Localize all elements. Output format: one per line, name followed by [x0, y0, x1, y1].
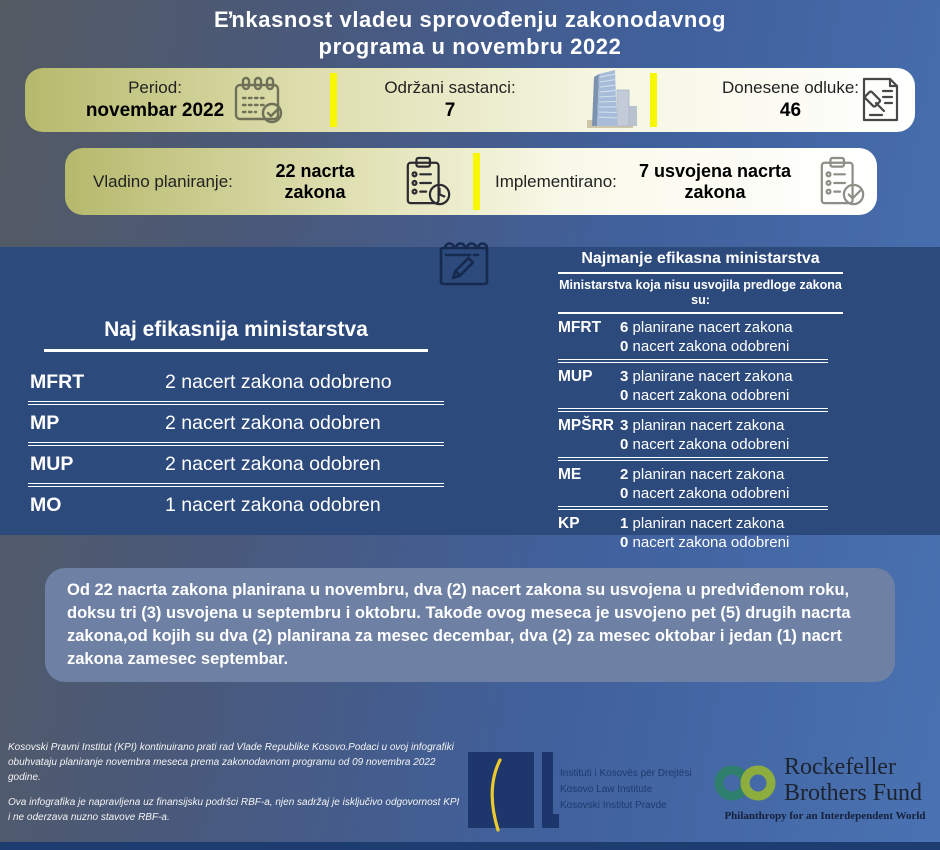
rbf-name-line2: Brothers Fund — [784, 780, 922, 806]
meetings-value: 7 — [444, 100, 456, 121]
title-line1: Eŉkasnost vladeu sprovođenju zakonodavnog — [213, 7, 727, 32]
least-efficient-section — [558, 250, 843, 555]
least-efficient-subtitle: Ministarstva koja nisu usvojila predloge zakona su: — [558, 274, 843, 314]
plan-row — [65, 148, 877, 215]
rbf-tagline: Philanthropy for an Interdependent World — [724, 810, 926, 822]
most-efficient-section — [28, 318, 444, 524]
yellow-divider — [330, 73, 337, 127]
table-row — [28, 364, 444, 405]
calendar-pencil-icon — [436, 236, 492, 290]
ministry-abbr: ME — [558, 466, 582, 483]
kpi-name-albanian: Instituti i Kosovës për Drejtësi — [560, 768, 692, 779]
table-row — [28, 405, 444, 446]
kpi-name-serbian: Kosovski Institut Pravde — [560, 800, 667, 811]
ministry-abbr: MO — [30, 494, 62, 516]
ministry-abbr: MPŠRR — [558, 417, 614, 434]
planning-label: Vladino planiranje: — [93, 171, 233, 191]
table-row — [558, 412, 828, 461]
ministry-abbr: MUP — [558, 368, 593, 385]
summary-box — [45, 568, 895, 682]
kpi-logo — [468, 752, 560, 832]
least-efficient-title: Najmanje efikasna ministarstva — [558, 250, 843, 274]
table-row — [558, 461, 828, 510]
ministries-panel — [0, 247, 940, 551]
clipboard-clock-icon — [403, 156, 453, 208]
ministry-stats: 1 planiran nacert zakona 0 nacert zakona odobreni — [620, 515, 790, 551]
ministry-abbr: KP — [558, 515, 580, 532]
ministry-stats: 3 planiran nacert zakona 0 nacert zakona odobreni — [620, 417, 790, 453]
table-row — [28, 487, 444, 524]
table-row — [558, 314, 828, 363]
period-stat — [55, 78, 255, 122]
yellow-divider — [473, 153, 480, 210]
ministry-abbr: MUP — [30, 453, 74, 475]
ministry-result: 2 nacert zakona odobren — [165, 412, 381, 434]
most-efficient-title: Naj efikasnija ministarstva — [44, 318, 428, 352]
ministry-stats: 6 planirane nacert zakona 0 nacert zakona odobreni — [620, 319, 793, 355]
calendar-check-icon — [230, 74, 286, 126]
ministry-result: 1 nacert zakona odobren — [165, 494, 381, 516]
table-row — [28, 446, 444, 487]
period-value: novembar 2022 — [85, 100, 225, 121]
ministry-abbr: MP — [30, 412, 60, 434]
kpi-name-english: Kosovo Law Institute — [560, 784, 653, 795]
implemented-label: Implementirano: — [495, 171, 617, 191]
rbf-infinity-icon — [713, 763, 779, 803]
disclaimer-text-2: Ova infografika je napravljena uz finansijsku podršci RBF-a, njen sadržaj je isključivo odgovornost KPI i ne oderzava nuzno stavove RBF-a. — [8, 797, 460, 823]
government-building-image — [573, 68, 647, 132]
ministry-result: 2 nacert zakona odobren — [165, 453, 381, 475]
ministry-stats: 2 planiran nacert zakona 0 nacert zakona odobreni — [620, 466, 790, 502]
decisions-label: Donesene odluke: — [721, 78, 860, 97]
yellow-divider — [650, 73, 657, 127]
ministry-abbr: MFRT — [558, 319, 602, 336]
title-line2: programa u novembru 2022 — [318, 34, 622, 59]
page-title — [0, 6, 940, 60]
table-row — [558, 363, 828, 412]
table-row — [558, 510, 828, 555]
planning-value: 22 nacrta zakona — [275, 160, 355, 202]
meetings-label: Održani sastanci: — [384, 78, 516, 97]
rbf-logo-name — [784, 754, 922, 806]
clipboard-check-icon — [817, 156, 867, 208]
most-efficient-table — [28, 364, 444, 524]
bottom-bar — [0, 842, 940, 850]
summary-text: Od 22 nacrta zakona planirana u novembru, dva (2) nacert zakona su usvojena u predviđenom roku, doksu tri (3) usvojena u septembru i oktobru. Takođe ovog meseca je usvojeno pet (5) drugih nacrta zakona,od kojih su dva (2) planirana za mesec decembar, dva (2) za mesec oktobar i jedan (1) nacrt zakona zamesec septembar. — [67, 581, 851, 668]
gavel-document-icon — [851, 75, 903, 125]
stats-row — [25, 68, 915, 132]
ministry-abbr: MFRT — [30, 371, 85, 393]
kpi-institute-name — [560, 766, 692, 814]
period-label: Period: — [128, 78, 182, 97]
decisions-value: 46 — [779, 100, 802, 121]
rbf-name-line1: Rockefeller — [784, 754, 896, 780]
disclaimer-text-1: Kosovski Pravni Institut (KPI) kontinuirano prati rad Vlade Republike Kosovo.Podaci u ovoj infografiki obuhvataju planiranje novembra meseca prema zakonodavnom programu od 09 novembra 2022 godine. — [8, 742, 454, 783]
ministry-result: 2 nacert zakona odobreno — [165, 371, 392, 393]
implemented-value: 7 usvojena nacrta zakona — [638, 160, 792, 202]
ministry-stats: 3 planirane nacert zakona 0 nacert zakona odobreni — [620, 368, 793, 404]
meetings-stat — [345, 78, 555, 122]
